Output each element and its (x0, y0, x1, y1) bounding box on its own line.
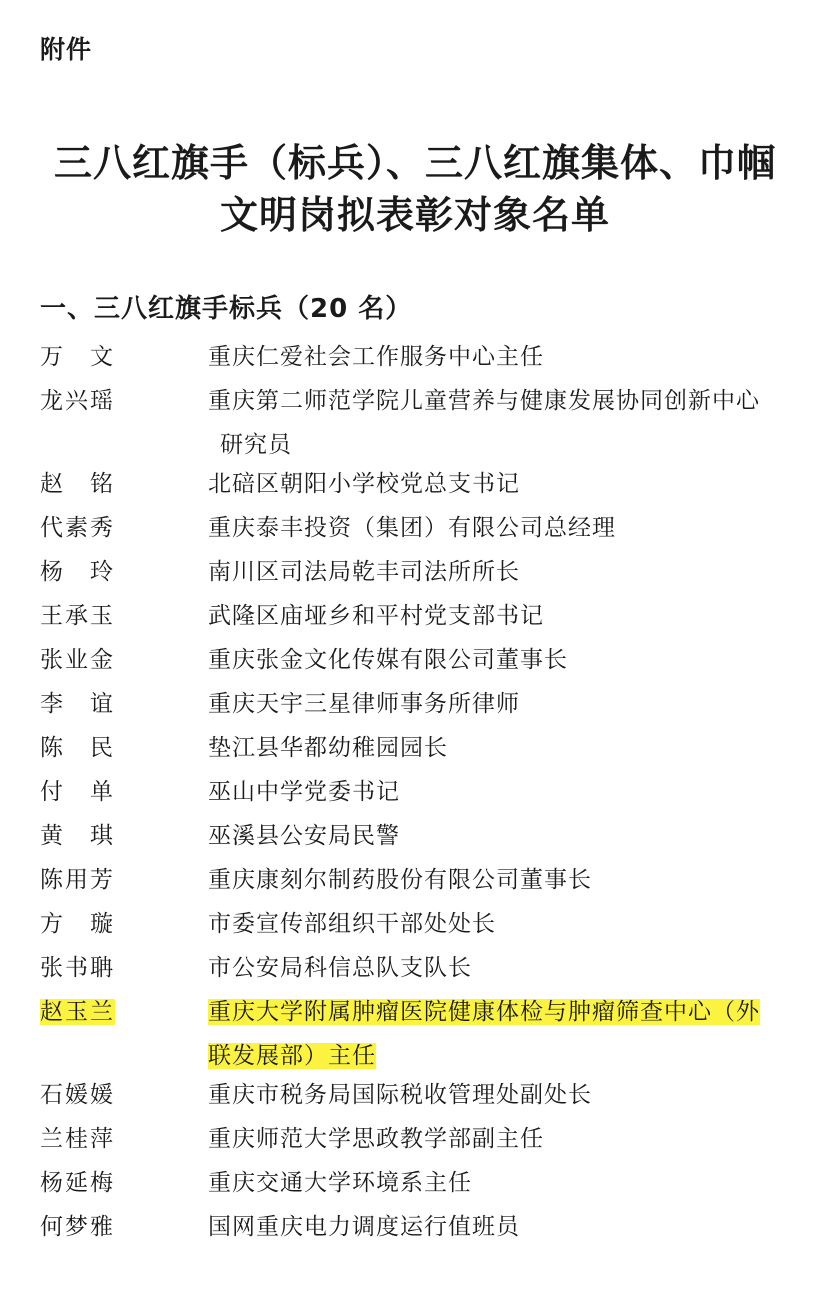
list-item (0, 775, 830, 819)
honoree-position: 重庆仁爱社会工作服务中心主任 (208, 344, 544, 370)
list-item (0, 687, 830, 731)
page-title-line-1: 三八红旗手（标兵）、三八红旗集体、巾帼 (53, 141, 776, 185)
honoree-position: 重庆张金文化传媒有限公司董事长 (208, 647, 568, 673)
honoree-name: 杨 玲 (40, 559, 115, 585)
honoree-name: 杨延梅 (40, 1170, 115, 1196)
honoree-position: 重庆市税务局国际税收管理处副处长 (208, 1082, 592, 1108)
honoree-name: 陈 民 (40, 735, 115, 761)
honoree-position: 巫山中学党委书记 (208, 779, 400, 805)
list-item (0, 995, 830, 1078)
honoree-name: 方 璇 (40, 911, 115, 937)
honoree-list (0, 340, 830, 1254)
honoree-position: 重庆交通大学环境系主任 (208, 1170, 472, 1196)
honoree-position: 重庆泰丰投资（集团）有限公司总经理 (208, 515, 616, 541)
honoree-name: 兰桂萍 (40, 1126, 115, 1152)
honoree-name: 龙兴瑶 (40, 388, 115, 414)
honoree-name: 万 文 (40, 344, 115, 370)
honoree-name: 王承玉 (40, 603, 115, 629)
honoree-position: 垫江县华都幼稚园园长 (208, 735, 448, 761)
list-item (0, 555, 830, 599)
list-item (0, 1210, 830, 1254)
list-item (0, 1122, 830, 1166)
honoree-position: 重庆天宇三星律师事务所律师 (208, 691, 520, 717)
list-item (0, 731, 830, 775)
honoree-position: 重庆师范大学思政教学部副主任 (208, 1126, 544, 1152)
honoree-name: 付 单 (40, 779, 115, 805)
honoree-position: 巫溪县公安局民警 (208, 823, 400, 849)
honoree-name: 张业金 (40, 647, 115, 673)
list-item (0, 951, 830, 995)
list-item (0, 819, 830, 863)
honoree-position: 重庆康刻尔制药股份有限公司董事长 (208, 867, 592, 893)
honoree-name: 赵 铭 (40, 471, 115, 497)
list-item (0, 863, 830, 907)
honoree-name: 李 谊 (40, 691, 115, 717)
honoree-name: 代素秀 (40, 515, 115, 541)
honoree-position: 北碚区朝阳小学校党总支书记 (208, 471, 520, 497)
list-item (0, 643, 830, 687)
honoree-name: 何梦雅 (40, 1214, 115, 1240)
list-item (0, 467, 830, 511)
honoree-name: 黄 琪 (40, 823, 115, 849)
list-item (0, 1166, 830, 1210)
list-item (0, 511, 830, 555)
list-item (0, 384, 830, 467)
honoree-position: 市委宣传部组织干部处处长 (208, 911, 496, 937)
honoree-position: 重庆第二师范学院儿童营养与健康发展协同创新中心 研究员 (208, 388, 760, 458)
honoree-position: 国网重庆电力调度运行值班员 (208, 1214, 520, 1240)
honoree-position: 市公安局科信总队支队长 (208, 955, 472, 981)
attachment-label: 附件 (40, 35, 93, 64)
honoree-name: 赵玉兰 (40, 999, 115, 1025)
honoree-name: 陈用芳 (40, 867, 115, 893)
list-item (0, 907, 830, 951)
list-item (0, 1078, 830, 1122)
honoree-position: 南川区司法局乾丰司法所所长 (208, 559, 520, 585)
page-title-line-2: 文明岗拟表彰对象名单 (219, 193, 610, 237)
section-heading: 一、三八红旗手标兵（20 名） (40, 294, 413, 324)
honoree-name: 石媛媛 (40, 1082, 115, 1108)
honoree-name: 张书聃 (40, 955, 115, 981)
list-item (0, 340, 830, 384)
list-item (0, 599, 830, 643)
honoree-position: 重庆大学附属肿瘤医院健康体检与肿瘤筛查中心（外 联发展部）主任 (208, 999, 760, 1069)
honoree-position: 武隆区庙垭乡和平村党支部书记 (208, 603, 544, 629)
